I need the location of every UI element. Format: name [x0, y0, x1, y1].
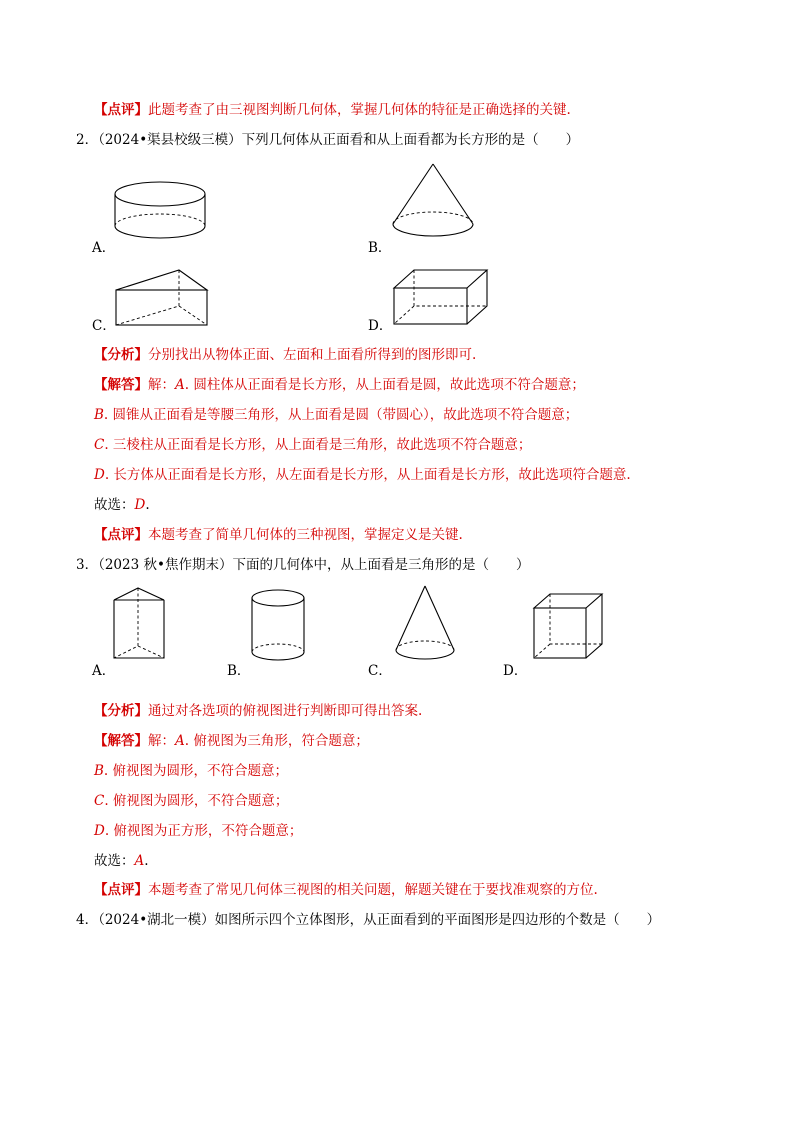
q3-option-a[interactable]: A．: [92, 663, 116, 679]
q2-comment: 【点评】本题考查了简单几何体的三种视图，掌握定义是关键.: [94, 527, 463, 543]
q3-answer: 【解答】解：A. 俯视图为三角形，符合题意；: [94, 733, 369, 749]
q3-option-d[interactable]: D．: [503, 663, 528, 679]
q2-analysis: 【分析】分别找出从物体正面、左面和上面看所得到的图形即可.: [94, 347, 477, 363]
q2-answer-d: D. 长方体从正面看是长方形，从左面看是长方形，从上面看是长方形，故此选项符合题意.: [94, 467, 631, 483]
cuboid-icon: [392, 268, 492, 330]
q3-stem: 3．（2023 秋•焦作期末）下面的几何体中，从上面看是三角形的是（ ）: [76, 557, 530, 573]
q2-choose: 故选：D.: [94, 497, 150, 513]
q3-answer-b: B. 俯视图为圆形，不符合题意；: [94, 763, 289, 779]
triangular-prism-icon: [114, 266, 214, 330]
q2-answer-b: B. 圆锥从正面看是等腰三角形，从上面看是圆（带圆心），故此选项不符合题意；: [94, 407, 579, 423]
q3-analysis: 【分析】通过对各选项的俯视图进行判断即可得出答案.: [94, 703, 423, 719]
q2-option-d[interactable]: D．: [368, 318, 393, 334]
cube-icon: [530, 592, 606, 662]
q2-answer-c: C. 三棱柱从正面看是长方形，从上面看是三角形，故此选项不符合题意；: [94, 437, 532, 453]
q3-choose: 故选：A.: [94, 853, 149, 869]
q1-comment: 【点评】此题考查了由三视图判断几何体，掌握几何体的特征是正确选择的关键.: [94, 102, 571, 118]
cone-icon: [388, 162, 478, 244]
q4-stem: 4．（2024•湖北一模）如图所示四个立体图形，从正面看到的平面图形是四边形的个数是（ ）: [76, 912, 661, 928]
q2-option-b[interactable]: B．: [368, 240, 392, 256]
q2-answer: 【解答】解：A. 圆柱体从正面看是长方形，从上面看是圆，故此选项不符合题意；: [94, 377, 585, 393]
q3-option-b[interactable]: B．: [227, 663, 251, 679]
cylinder-icon: [108, 180, 212, 242]
cone-icon: [392, 584, 458, 664]
cylinder-icon: [248, 588, 312, 664]
q2-stem: 2．（2024•渠县校级三模）下列几何体从正面看和从上面看都为长方形的是（ ）: [76, 132, 580, 148]
q3-option-c[interactable]: C．: [368, 663, 392, 679]
q2-option-c[interactable]: C．: [92, 318, 116, 334]
triangular-prism-icon: [110, 586, 172, 664]
q3-answer-c: C. 俯视图为圆形，不符合题意；: [94, 793, 289, 809]
q3-answer-d: D. 俯视图为正方形，不符合题意；: [94, 823, 303, 839]
q2-option-a[interactable]: A．: [92, 240, 116, 256]
q3-comment: 【点评】本题考查了常见几何体三视图的相关问题，解题关键在于要找准观察的方位.: [94, 882, 598, 898]
